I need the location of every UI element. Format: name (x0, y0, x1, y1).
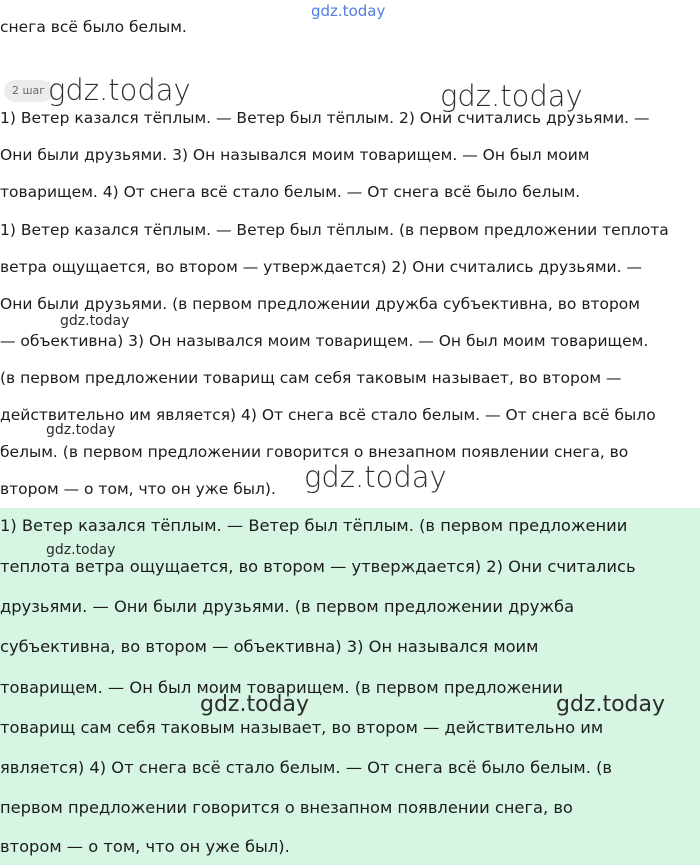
answer-line: является) 4) От снега всё стало белым. — От снега всё было белым. (в (0, 758, 613, 777)
text-line: белым. (в первом предложении говорится о внезапном появлении снега, во (0, 443, 629, 461)
watermark: gdz.today (46, 422, 116, 438)
site-watermark: gdz.today (311, 2, 386, 20)
text-line: товарищем. 4) От снега всё стало белым. — От снега всё было белым. (0, 183, 581, 201)
text-line: действительно им является) 4) От снега всё стало белым. — От снега всё было (0, 406, 656, 424)
text-line: Они были друзьями. 3) Он назывался моим товарищем. — Он был моим (0, 146, 590, 164)
text-line: Они были друзьями. (в первом предложении дружба субъективна, во втором (0, 295, 640, 313)
watermark: gdz.today (48, 73, 191, 107)
watermark: gdz.today (556, 692, 666, 717)
answer-line: товарищ сам себя таковым называет, во втором — действительно им (0, 718, 604, 737)
answer-line: первом предложении говорится о внезапном появлении снега, во (0, 798, 573, 817)
answer-line: 1) Ветер казался тёплым. — Ветер был тёплым. (в первом предложении (0, 516, 628, 535)
text-line: ветра ощущается, во втором — утверждается) 2) Они считались друзьями. — (0, 258, 642, 276)
watermark: gdz.today (304, 460, 447, 494)
text-line: (в первом предложении товарищ сам себя таковым называет, во втором — (0, 369, 622, 387)
text-line: 1) Ветер казался тёплым. — Ветер был тёплым. (в первом предложении теплота (0, 221, 669, 239)
answer-line: теплота ветра ощущается, во втором — утверждается) 2) Они считались (0, 557, 636, 576)
watermark: gdz.today (440, 79, 583, 113)
answer-block (0, 508, 700, 865)
text-line: 1) Ветер казался тёплым. — Ветер был тёплым. 2) Они считались друзьями. — (0, 109, 650, 127)
watermark: gdz.today (200, 692, 310, 717)
text-line: снега всё было белым. (0, 18, 187, 36)
step-badge: 2 шаг (4, 80, 53, 102)
answer-line: товарищем. — Он был моим товарищем. (в первом предложении (0, 678, 563, 697)
text-line: — объективна) 3) Он назывался моим товарищем. — Он был моим товарищем. (0, 332, 649, 350)
answer-line: втором — о том, что он уже был). (0, 837, 290, 856)
watermark: gdz.today (60, 313, 130, 329)
answer-line: субъективна, во втором — объективна) 3) Он назывался моим (0, 637, 539, 656)
text-line: втором — о том, что он уже был). (0, 480, 276, 498)
watermark: gdz.today (46, 542, 116, 558)
answer-line: друзьями. — Они были друзьями. (в первом предложении дружба (0, 597, 575, 616)
